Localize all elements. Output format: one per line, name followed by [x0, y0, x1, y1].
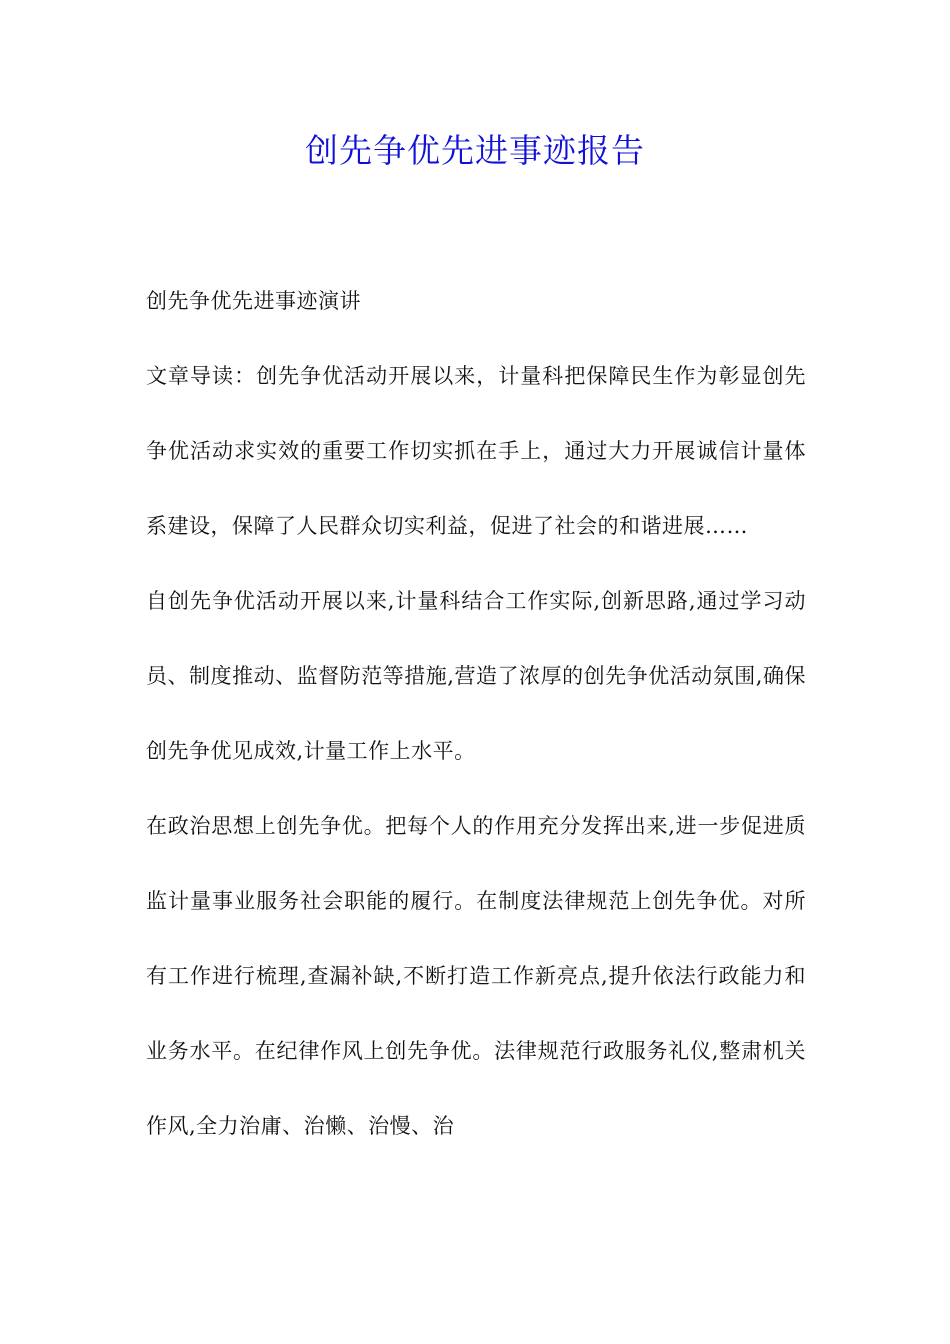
- paragraph-subtitle: 创先争优先进事迹演讲: [146, 289, 361, 313]
- paragraph-intro: 文章导读：创先争优活动开展以来，计量科把保障民生作为彰显创先争优活动求实效的重要工作切实抓在手上，通过大力开展诚信计量体系建设，保障了人民群众切实利益，促进了社会的和谐进展……: [146, 364, 806, 538]
- paragraph-details: 在政治思想上创先争优。把每个人的作用充分发挥出来,进一步促进质监计量事业服务社会职能的履行。在制度法律规范上创先争优。对所有工作进行梳理,查漏补缺,不断打造工作新亮点,提升依法行政能力和业务水平。在纪律作风上创先争优。法律规范行政服务礼仪,整肃机关作风,全力治庸、治懒、治慢、治: [146, 814, 806, 1138]
- paragraph-overview: 自创先争优活动开展以来,计量科结合工作实际,创新思路,通过学习动员、制度推动、监督防范等措施,营造了浓厚的创先争优活动氛围,确保创先争优见成效,计量工作上水平。: [146, 589, 806, 763]
- document-body: [146, 264, 806, 1164]
- document-title: 创先争优先进事迹报告: [305, 131, 645, 170]
